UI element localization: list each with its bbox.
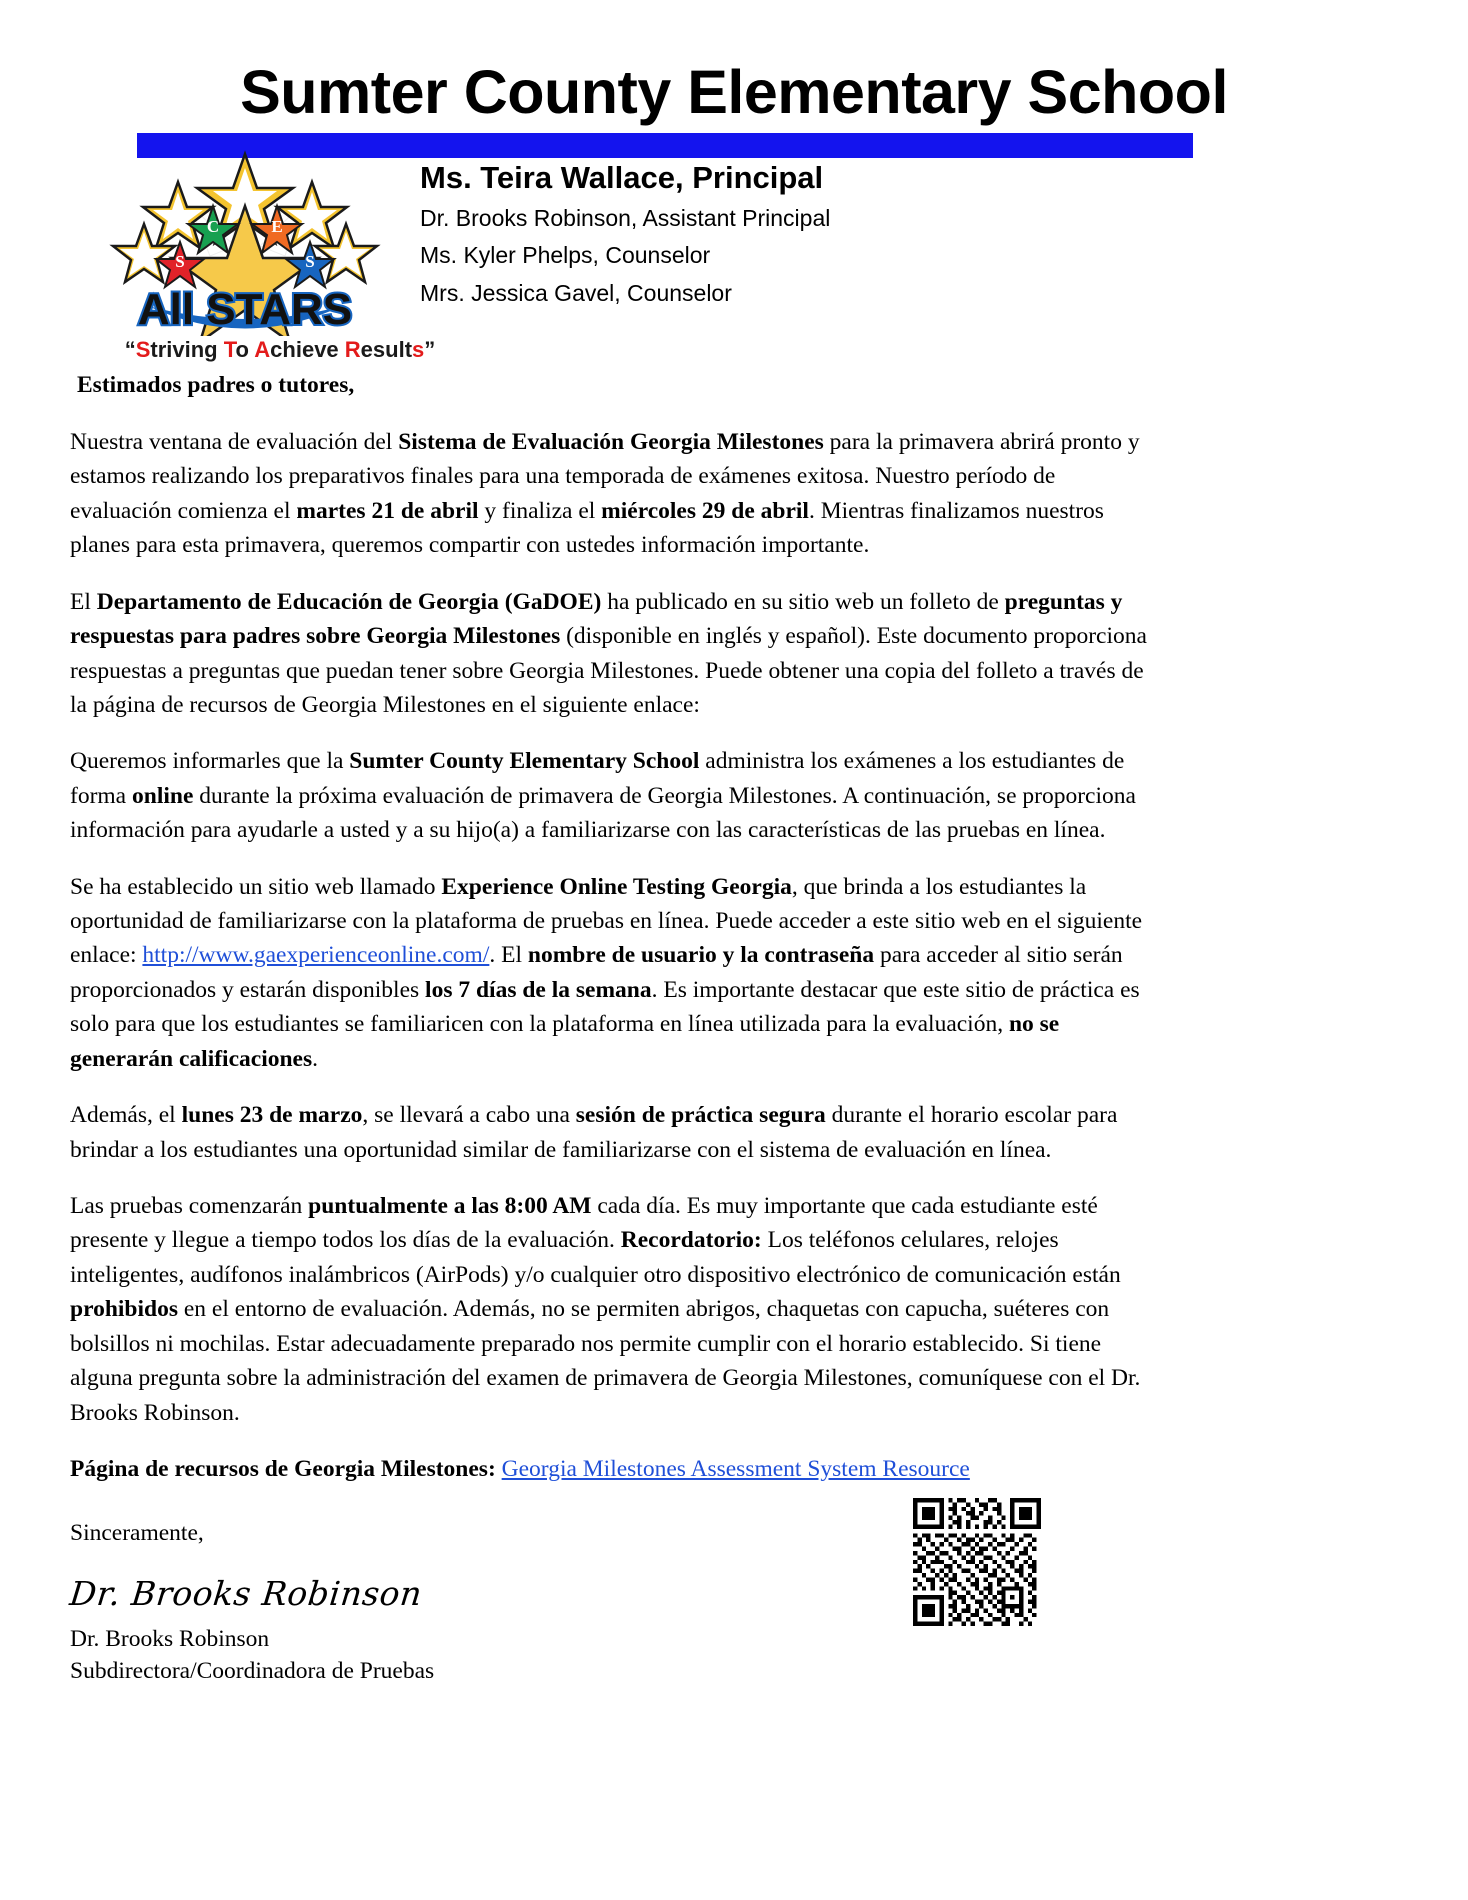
tagline-close-quote: ” — [424, 337, 436, 362]
p6-text-e: en el entorno de evaluación. Además, no se permiten abrigos, chaquetas con capucha, suéteres con bolsillos ni mochilas. Estar adecuadamente preparado nos permite cumplir con el horario establecido. Si tiene alguna pregunta sobre la administración del examen de primavera de Georgia Milestones, comuníquese con el Dr. Brooks Robinson. — [70, 1296, 1141, 1426]
p5-text-c: , se llevará a cabo una — [362, 1102, 576, 1129]
paragraph-4 — [70, 870, 1150, 1077]
experience-online-link[interactable]: http://www.gaexperienceonline.com/ — [142, 942, 490, 969]
p2-text-c: ha publicado en su sitio web un folleto de — [601, 588, 1005, 615]
school-tagline — [0, 337, 560, 363]
p2-bold-faq: preguntas y respuestas para padres sobre Georgia Milestones — [70, 588, 1123, 650]
p4-text-a: Se ha establecido un sitio web llamado — [70, 873, 442, 900]
tagline-word-achieve: chieve — [270, 337, 345, 362]
p5-text-d: durante el horario escolar para brindar a los estudiantes una oportunidad similar de familiarizarse con el sistema de evaluación en línea. — [70, 1102, 1118, 1163]
logo-star-letter-e: E — [271, 217, 283, 236]
p1-bold-system: Sistema de Evaluación Georgia Milestones — [398, 429, 824, 455]
p6-bold-start-time: puntualmente a las 8:00 AM — [308, 1193, 592, 1220]
p4-bold-credentials: nombre de usuario y la contraseña — [527, 942, 875, 969]
p6-text-d: Los teléfonos celulares, relojes inteligentes, audífonos inalámbricos (AirPods) y/o cualquier otro dispositivo electrónico de comunicación están — [70, 1227, 1121, 1288]
p2-text-a: El — [70, 588, 97, 615]
tagline-word-result: esult — [360, 337, 413, 362]
signer-title: Subdirectora/Coordinadora de Pruebas — [70, 1657, 435, 1684]
staff-counselor-1: Ms. Kyler Phelps, Counselor — [420, 242, 711, 269]
tagline-word-striving: triving — [150, 337, 224, 362]
staff-assistant-principal: Dr. Brooks Robinson, Assistant Principal — [420, 204, 831, 231]
p1-bold-end-date: miércoles 29 de abril — [601, 497, 809, 524]
tagline-r: R — [344, 337, 361, 362]
logo-block — [0, 141, 436, 362]
paragraph-6 — [70, 1189, 1150, 1430]
tagline-s: S — [135, 337, 151, 362]
logo-star-letter-s1: S — [175, 252, 185, 271]
p4-bold-no-grades: no se generarán calificaciones — [70, 1011, 1060, 1072]
tagline-a: A — [254, 337, 271, 362]
p4-text-g: . — [312, 1045, 318, 1072]
paragraph-3 — [70, 744, 1150, 847]
resources-label: Página de recursos de Georgia Milestones: — [70, 1455, 502, 1482]
georgia-milestones-resource-link[interactable]: Georgia Milestones Assessment System Resource — [501, 1455, 970, 1482]
p3-text-c: administra los exámenes a los estudiantes de forma — [70, 748, 1125, 809]
p4-bold-seven-days: los 7 días de la semana — [425, 976, 652, 1003]
p6-text-a: Las pruebas comenzarán — [70, 1193, 309, 1220]
p1-text-e: . Mientras finalizamos nuestros planes para esta primavera, queremos compartir con ustedes información importante. — [70, 497, 1104, 559]
qr-code[interactable] — [913, 1498, 1041, 1626]
p4-text-c: , que brinda a los estudiantes la oportunidad de familiarizarse con la plataforma de pruebas en línea. Puede acceder a este sitio web en el siguiente enlace: — [70, 873, 1143, 969]
p2-bold-gadoe: Departamento de Educación de Georgia (GaDOE) — [96, 588, 602, 615]
p6-bold-prohibited: prohibidos — [70, 1296, 178, 1323]
handwritten-signature: Dr. Brooks Robinson — [67, 1574, 425, 1614]
p5-bold-practice-date: lunes 23 de marzo — [181, 1102, 363, 1129]
p4-bold-site-name: Experience Online Testing Georgia — [441, 873, 792, 900]
staff-list — [420, 141, 830, 312]
tagline-t: T — [223, 337, 236, 362]
p4-text-f: . Es importante destacar que este sitio de práctica es solo para que los estudiantes se familiaricen con la plataforma en línea utilizada para la evaluación, — [70, 976, 1140, 1038]
p4-text-d: . El — [489, 942, 528, 969]
staff-principal: Ms. Teira Wallace, Principal — [420, 160, 824, 195]
salutation: Estimados padres o tutores, — [77, 372, 355, 398]
signer-name: Dr. Brooks Robinson — [70, 1626, 270, 1653]
logo-star-letter-s2: S — [305, 252, 315, 271]
p3-bold-online: online — [132, 782, 194, 809]
paragraph-5 — [70, 1098, 1150, 1167]
p5-text-a: Además, el — [70, 1102, 182, 1129]
p4-text-e: para acceder al sitio serán proporcionados y estarán disponibles — [70, 942, 1123, 1003]
closing-text: Sinceramente, — [70, 1520, 204, 1547]
staff-counselor-2: Mrs. Jessica Gavel, Counselor — [420, 279, 732, 306]
p2-text-d: (disponible en inglés y español). Este documento proporciona respuestas a preguntas que puedan tener sobre Georgia Milestones. Puede obtener una copia del folleto a través de la página de recursos de Georgia Milestones en el siguiente enlace: — [70, 623, 1147, 718]
resources-line — [70, 1452, 1150, 1486]
tagline-open-quote: “ — [124, 337, 136, 362]
p3-bold-school: Sumter County Elementary School — [349, 748, 700, 775]
p1-bold-start-date: martes 21 de abril — [296, 497, 479, 524]
logo-wordmark: All STARS — [137, 285, 353, 334]
p1-text-d: y finaliza el — [478, 497, 602, 524]
page-title: Sumter County Elementary School — [240, 58, 1228, 126]
p6-bold-reminder: Recordatorio: — [620, 1227, 762, 1254]
all-stars-logo — [100, 146, 390, 336]
header-row — [0, 123, 1468, 362]
logo-star-letter-c: C — [206, 217, 220, 236]
p1-text-c: para la primavera abrirá pronto y estamos realizando los preparativos finales para una temporada de exámenes exitosa. Nuestro período de evaluación comienza el — [70, 429, 1140, 524]
paragraph-2 — [70, 585, 1150, 723]
letter-body — [67, 372, 1150, 1687]
paragraph-1 — [70, 425, 1150, 563]
p3-text-a: Queremos informarles que la — [70, 748, 350, 775]
p3-text-d: durante la próxima evaluación de primavera de Georgia Milestones. A continuación, se proporciona información para ayudarle a usted y a su hijo(a) a familiarizarse con las características de las pruebas en línea. — [70, 782, 1136, 844]
p1-text-a: Nuestra ventana de evaluación del — [70, 429, 399, 455]
p5-bold-practice-session: sesión de práctica segura — [575, 1102, 826, 1129]
tagline-final-s: s — [412, 337, 425, 362]
tagline-word-to: o — [235, 337, 255, 362]
p6-text-c: cada día. Es muy importante que cada estudiante esté presente y llegue a tiempo todos los días de la evaluación. — [70, 1193, 1098, 1254]
